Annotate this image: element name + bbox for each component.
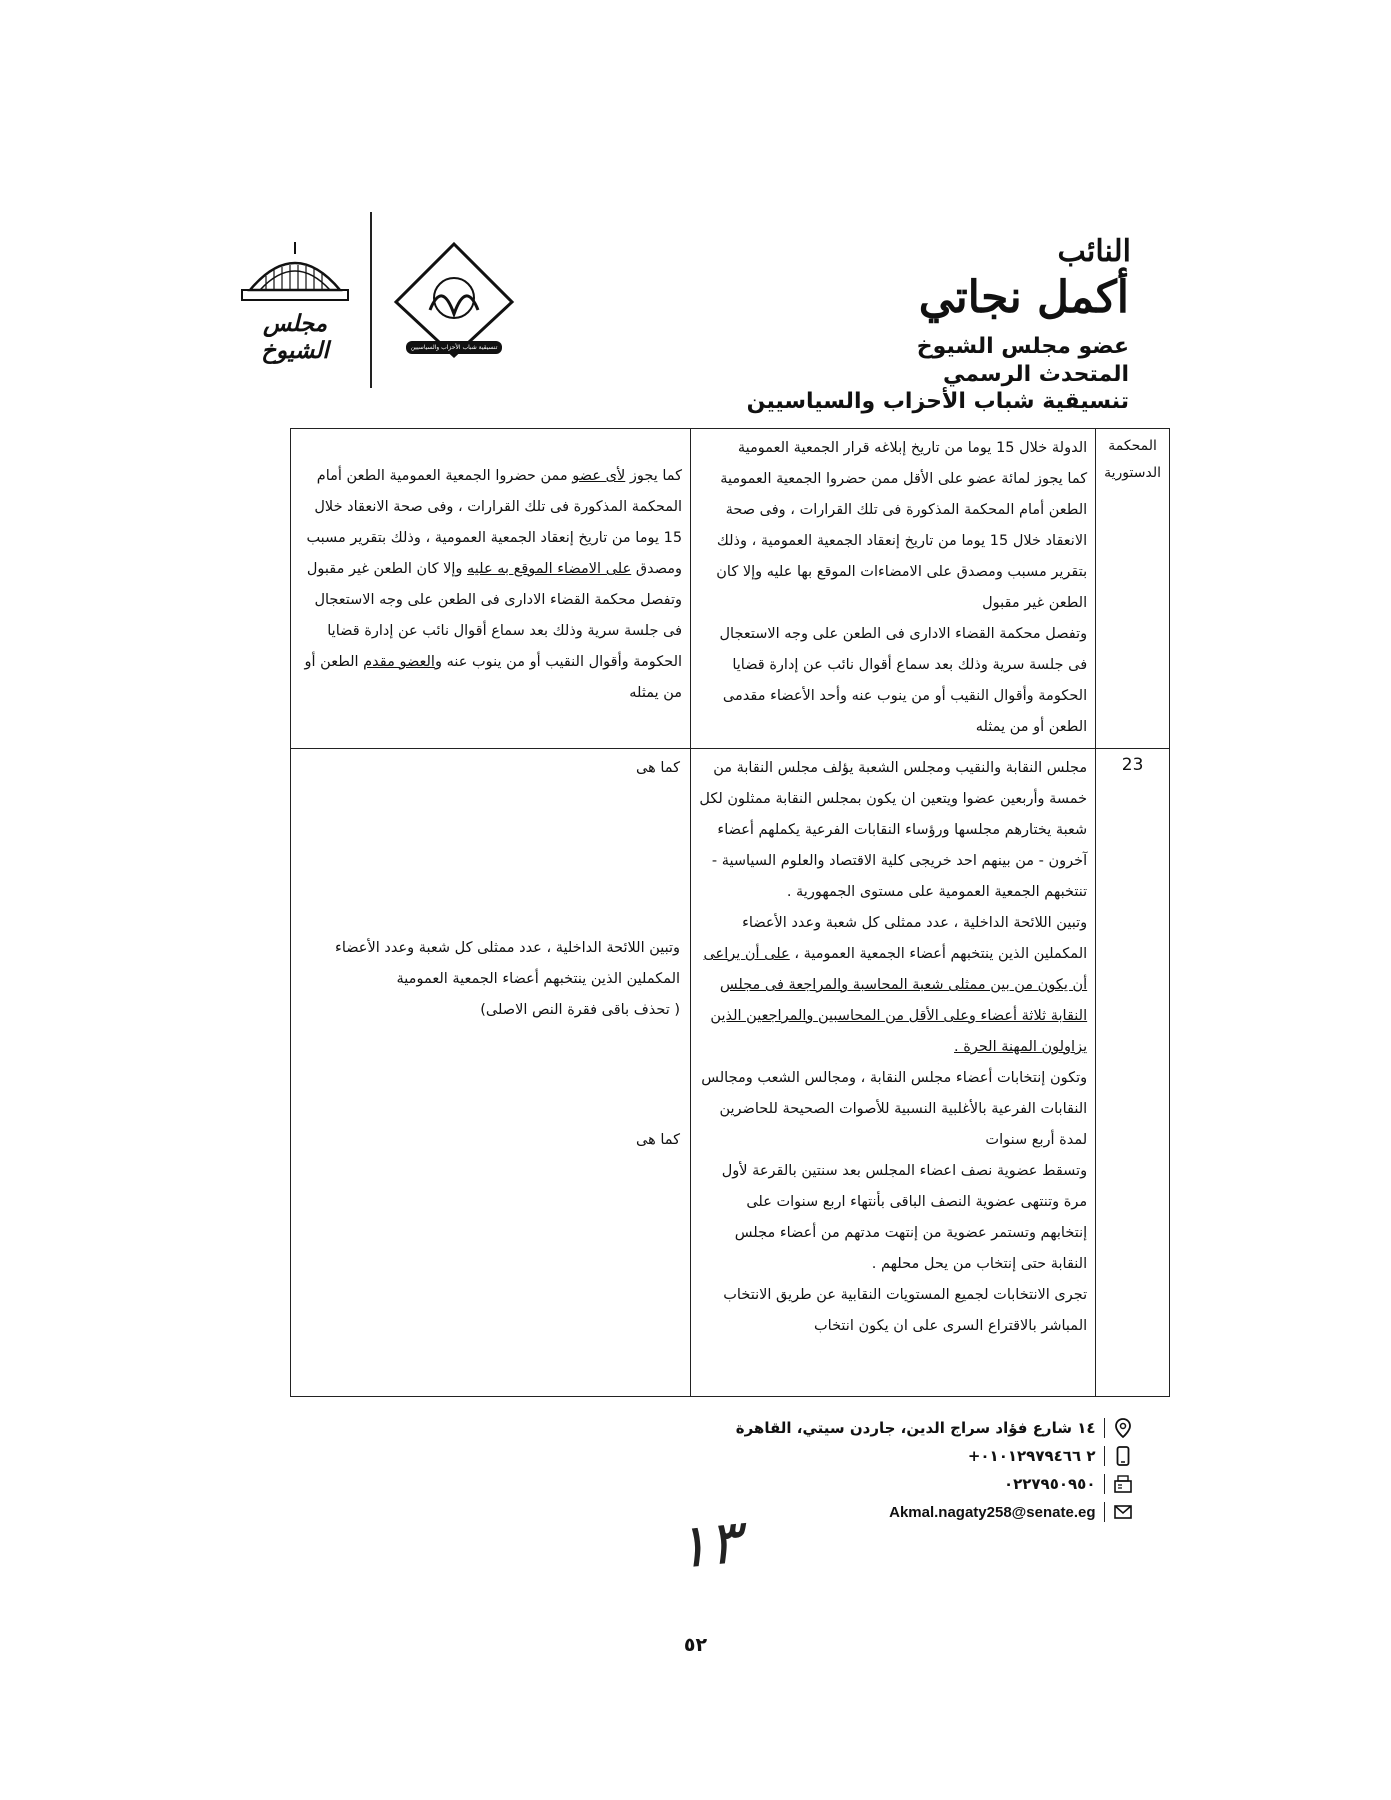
mobile-text: +٢ ٠١٠١٢٩٧٩٤٦٦ — [967, 1447, 1096, 1465]
text-run: وإلا كان الطعن غير مقبول — [306, 561, 467, 577]
mp-role-spokesperson: المتحدث الرسمي — [943, 362, 1129, 387]
underlined-text: لأى عضو — [572, 468, 626, 484]
footer-separator — [1104, 1446, 1106, 1466]
underlined-text: على الامضاء الموقع به عليه — [467, 561, 632, 577]
table-row — [291, 749, 1170, 1397]
footer-separator — [1104, 1474, 1106, 1494]
proposed-paragraph — [299, 585, 682, 709]
mp-role-senate: عضو مجلس الشيوخ — [916, 334, 1129, 359]
footer-separator — [1104, 1502, 1106, 1522]
original-paragraph: وتسقط عضوية نصف اعضاء المجلس بعد سنتين بالقرعة لأول مرة وتنتهى عضوية النصف الباقى بأنتهاء اربع سنوات على إنتخابهم وتستمر عضوية من إنتهت مدتهم من أعضاء مجلس النقابة حتى إنتخاب من يحل محلهم . — [721, 1163, 1088, 1272]
original-paragraph: تجرى الانتخابات لجميع المستويات النقابية عن طريق الانتخاب المباشر بالاقتراع السرى على ان يكون انتخاب — [723, 1287, 1088, 1334]
text-run: وتفصل محكمة القضاء الادارى فى الطعن على وجه الاستعجال فى جلسة سرية وذلك بعد سماع أقوال نائب عن إدارة قضايا الحكومة وأقوال النقيب أو من ينوب عنه و — [314, 592, 683, 670]
proposed-text-cell — [291, 749, 691, 1397]
footer-separator — [1104, 1418, 1106, 1438]
original-paragraph: كما يجوز لمائة عضو على الأقل ممن حضروا الجمعية العمومية الطعن أمام المحكمة المذكورة فى تلك القرارات ، وفى صحة الانعقاد خلال 15 يوما من تاريخ إنعقاد الجمعية العمومية ، وذلك بتقرير مسبب ومصدق على الامضاءات الموقع بها عليه وإلا كان الطعن غير مقبول — [716, 471, 1088, 611]
mp-role-tansiqia: تنسيقية شباب الأحزاب والسياسيين — [746, 389, 1129, 414]
fax-icon — [1113, 1474, 1133, 1494]
senate-logo-text: مجلس الشيوخ — [261, 310, 329, 364]
email-text: Akmal.nagaty258@senate.eg — [889, 1503, 1096, 1521]
footer-email — [889, 1500, 1133, 1524]
original-paragraph — [699, 908, 1087, 1063]
underlined-text: العضو مقدم — [363, 654, 435, 670]
page-number: ٥٢ — [683, 1634, 708, 1656]
text-run: ممن حضروا الجمعية العمومية الطعن أمام المحكمة المذكورة فى تلك القرارات ، وفى صحة الانعقاد خلال 15 يوما من تاريخ إنعقاد الجمعية العمومية ، وذلك بتقرير مسبب ومصدق — [306, 468, 683, 577]
row-label-constitutional-court: المحكمة الدستورية — [1096, 429, 1170, 749]
handwritten-page-number: ١٣ — [672, 1506, 744, 1584]
header-divider — [370, 212, 372, 388]
footer-fax — [1004, 1472, 1133, 1496]
original-paragraph: مجلس النقابة والنقيب ومجلس الشعبة يؤلف مجلس النقابة من خمسة وأربعين عضوا ويتعين ان يكون بمجلس النقابة ممثلون لكل شعبة يختارهم مجلسها ورؤساء النقابات الفرعية يكملهم أعضاء آخرون - من بينهم احد خريجى كلية الاقتصاد والعلوم السياسية - — [699, 760, 1088, 869]
tansiqia-logo — [392, 240, 516, 362]
original-paragraph: وتفصل محكمة القضاء الادارى فى الطعن على وجه الاستعجال فى جلسة سرية وذلك بعد سماع أقوال نائب عن إدارة قضايا الحكومة وأقوال النقيب أو من ينوب عنه وأحد الأعضاء مقدمى الطعن أو من يمثله — [719, 626, 1088, 735]
proposed-paragraph-as-is: كما هى — [636, 1132, 681, 1148]
mobile-phone-icon — [1113, 1446, 1133, 1466]
tansiqia-logo-text: تنسيقية شباب الأحزاب والسياسيين — [410, 344, 498, 351]
underlined-text: على أن يراعى أن يكون من بين ممثلى شعبة المحاسبة والمراجعة فى مجلس النقابة ثلاثة أعضاء وعلى الأقل من المحاسبين والمراجعين الذين يزاولون المهنة الحرة . — [703, 946, 1088, 1055]
original-text-cell — [691, 429, 1096, 749]
original-text-cell — [691, 749, 1096, 1397]
location-pin-icon — [1113, 1418, 1133, 1438]
row-label-article-23: 23 — [1096, 749, 1170, 1397]
fax-text: ٠٢٢٧٩٥٠٩٥٠ — [1003, 1475, 1096, 1493]
proposed-paragraph — [299, 461, 682, 585]
footer-address — [736, 1416, 1133, 1440]
original-paragraph: وتكون إنتخابات أعضاء مجلس النقابة ، ومجالس الشعب ومجالس النقابات الفرعية بالأغلبية النسبية للأصوات الصحيحة للحاضرين لمدة أربع سنوات — [701, 1070, 1088, 1148]
proposed-text-cell — [291, 429, 691, 749]
proposed-paragraph-as-is: كما هى — [636, 760, 681, 776]
original-paragraph: الدولة خلال 15 يوما من تاريخ إبلاغه قرار الجمعية العمومية — [737, 440, 1088, 456]
text-run: الطعن أو من يمثله — [304, 654, 683, 701]
senate-logo — [236, 240, 354, 372]
footer-mobile — [968, 1444, 1133, 1468]
mp-title: النائب — [1057, 234, 1131, 269]
text-run: وتبين اللائحة الداخلية ، عدد ممثلى كل شعبة وعدد الأعضاء المكملين الذين ينتخبهم أعضاء الجمعية العمومية ، — [742, 915, 1088, 962]
address-text: ١٤ شارع فؤاد سراج الدين، جاردن سيتي، القاهرة — [735, 1419, 1096, 1437]
envelope-icon — [1113, 1502, 1133, 1522]
proposed-paragraph-deletion-note: ( تحذف باقى فقرة النص الاصلى) — [480, 1002, 681, 1018]
table-row — [291, 429, 1170, 749]
amendments-table — [290, 428, 1170, 1397]
mp-name: أكمل نجاتي — [918, 272, 1129, 323]
proposed-paragraph: وتبين اللائحة الداخلية ، عدد ممثلى كل شعبة وعدد الأعضاء المكملين الذين ينتخبهم أعضاء الجمعية العمومية — [335, 940, 681, 987]
text-run: كما يجوز — [625, 468, 683, 484]
original-paragraph: تنتخبهم الجمعية العمومية على مستوى الجمهورية . — [786, 884, 1088, 900]
